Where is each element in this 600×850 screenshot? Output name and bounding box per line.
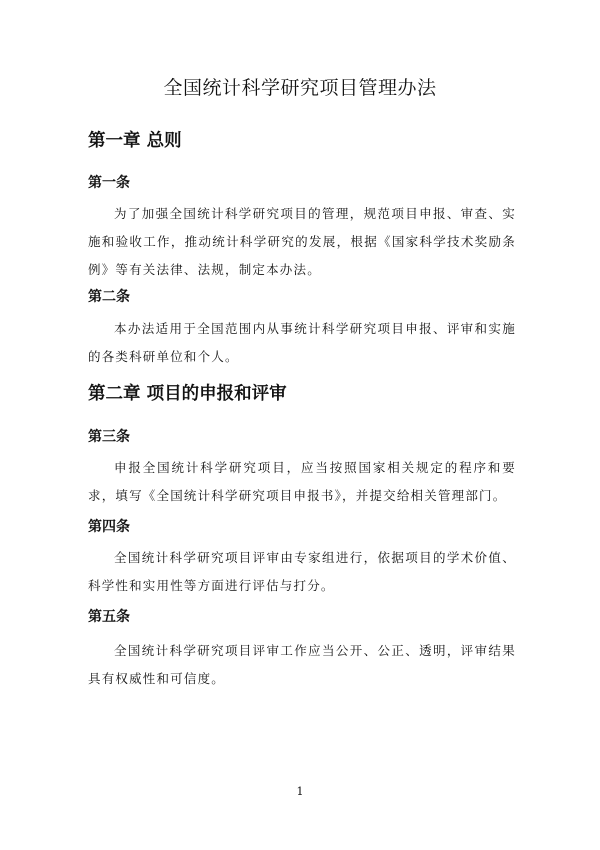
article-body-1: 为了加强全国统计科学研究项目的管理，规范项目申报、审查、实施和验收工作，推动统计科学研究的发展，根据《国家科学技术奖励条例》等有关法律、法规，制定本办法。 xyxy=(88,206,516,277)
article-body-4: 全国统计科学研究项目评审由专家组进行，依据项目的学术价值、科学性和实用性等方面进行评估与打分。 xyxy=(88,550,516,593)
chapter-heading-1: 第一章 总则 xyxy=(88,131,182,151)
article-heading-4: 第四条 xyxy=(88,519,130,535)
article-body-2: 本办法适用于全国范围内从事统计科学研究项目申报、评审和实施的各类科研单位和个人。 xyxy=(88,321,516,364)
article-body-3: 申报全国统计科学研究项目，应当按照国家相关规定的程序和要求，填写《全国统计科学研究项目申报书》，并提交给相关管理部门。 xyxy=(88,460,516,503)
document-title: 全国统计科学研究项目管理办法 xyxy=(163,77,437,99)
chapter-heading-2: 第二章 项目的申报和评审 xyxy=(88,384,287,404)
article-body-5: 全国统计科学研究项目评审工作应当公开、公正、透明，评审结果具有权威性和可信度。 xyxy=(88,643,516,686)
article-heading-3: 第三条 xyxy=(88,429,130,445)
article-heading-1: 第一条 xyxy=(88,175,130,191)
page-number: 1 xyxy=(296,785,304,798)
article-heading-5: 第五条 xyxy=(88,609,130,625)
article-heading-2: 第二条 xyxy=(88,289,130,305)
